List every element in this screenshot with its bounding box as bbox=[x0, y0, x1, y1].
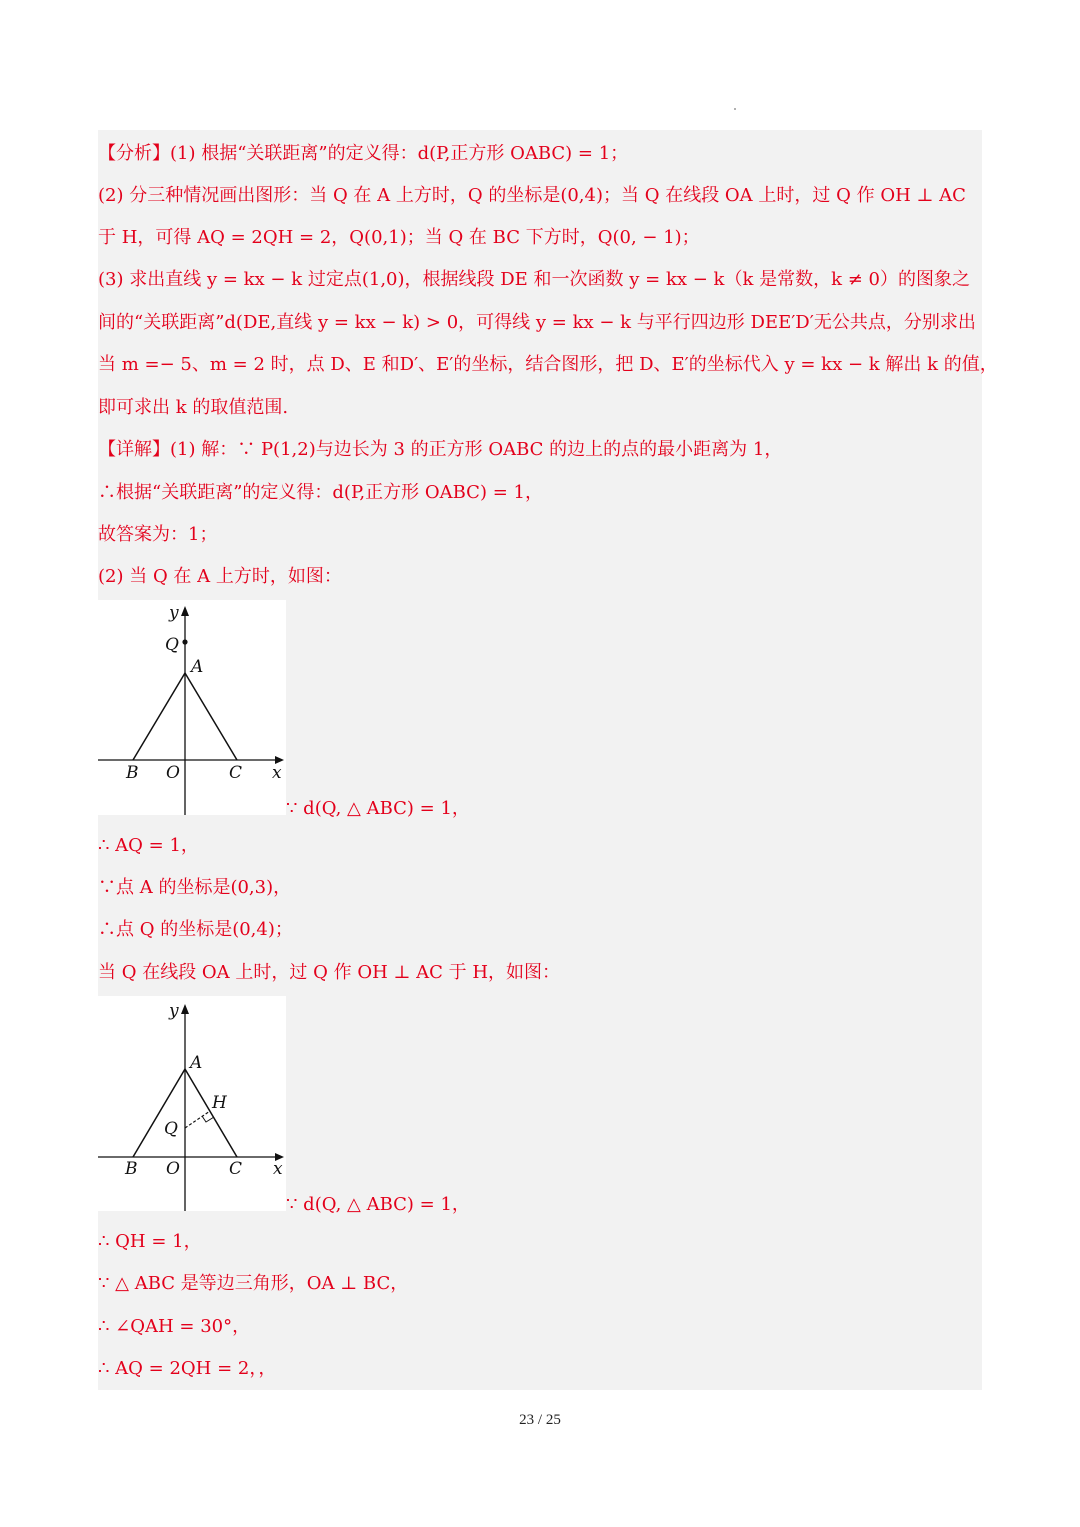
detail-line-3: 故答案为：1； bbox=[98, 524, 218, 545]
y-axis-arrow bbox=[181, 606, 189, 616]
y-axis-arrow bbox=[181, 1004, 189, 1014]
label-a: A bbox=[191, 657, 204, 677]
segment-qh bbox=[185, 1111, 210, 1128]
label-x: x bbox=[272, 763, 282, 783]
side-ab bbox=[133, 1069, 185, 1157]
side-ab bbox=[133, 673, 185, 760]
detail-line-12: ∴ AQ = 2QH = 2，， bbox=[98, 1358, 277, 1379]
analysis-line-4: (3) 求出直线 y = kx − k 过定点(1,0)，根据线段 DE 和一次函数 y = kx − k（k 是常数，k ≠ 0）的图象之 bbox=[98, 269, 970, 290]
label-y: y bbox=[169, 603, 179, 623]
fig2-caption: ∵ d(Q, △ ABC) = 1， bbox=[286, 1194, 470, 1215]
page-number: 23 / 25 bbox=[519, 1412, 561, 1428]
right-angle-mark bbox=[202, 1116, 214, 1122]
detail-line-5: ∴ AQ = 1， bbox=[98, 835, 199, 856]
analysis-line-3: 于 H，可得 AQ = 2QH = 2，Q(0,1)；当 Q 在 BC 下方时，Q(0, − 1)； bbox=[98, 227, 700, 248]
detail-line-7: ∴点 Q 的坐标是(0,4)； bbox=[98, 919, 293, 940]
figure-q-above-a-svg bbox=[98, 600, 286, 815]
detail-line-4: (2) 当 Q 在 A 上方时，如图： bbox=[98, 566, 342, 587]
label-h: H bbox=[212, 1093, 227, 1113]
detail-line-11: ∴ ∠QAH = 30°， bbox=[98, 1316, 251, 1337]
analysis-line-7: 即可求出 k 的取值范围. bbox=[98, 397, 289, 418]
figure-q-on-oa-svg bbox=[98, 996, 286, 1211]
side-ac bbox=[185, 1069, 237, 1157]
label-o: O bbox=[166, 763, 180, 783]
detail-line-8: 当 Q 在线段 OA 上时，过 Q 作 OH ⊥ AC 于 H，如图： bbox=[98, 962, 561, 983]
detail-line-9: ∴ QH = 1， bbox=[98, 1231, 202, 1252]
analysis-line-5: 间的“关联距离”d(DE,直线 y = kx − k) > 0，可得线 y = kx − k 与平行四边形 DEE′D′无公共点，分别求出 bbox=[98, 312, 976, 333]
detail-line-6: ∵点 A 的坐标是(0,3)， bbox=[98, 877, 292, 898]
analysis-line-1: 【分析】(1) 根据“关联距离”的定义得：d(P,正方形 OABC) = 1； bbox=[98, 143, 629, 164]
analysis-line-2: (2) 分三种情况画出图形：当 Q 在 A 上方时，Q 的坐标是(0,4)；当 Q 在线段 OA 上时，过 Q 作 OH ⊥ AC bbox=[98, 185, 966, 206]
point-q bbox=[182, 639, 187, 644]
fig1-caption: ∵ d(Q, △ ABC) = 1， bbox=[286, 798, 470, 819]
label-b: B bbox=[126, 763, 139, 783]
detail-line-2: ∴根据“关联距离”的定义得：d(P,正方形 OABC) = 1， bbox=[98, 482, 543, 503]
label-a: A bbox=[190, 1053, 203, 1073]
label-b: B bbox=[125, 1159, 138, 1179]
analysis-line-6: 当 m =− 5、m = 2 时，点 D、E 和D′、E′的坐标，结合图形，把 D、E′的坐标代入 y = kx − k 解出 k 的值， bbox=[98, 354, 998, 375]
label-y: y bbox=[169, 1001, 179, 1021]
figure-q-on-oa bbox=[98, 996, 286, 1211]
label-q: Q bbox=[165, 635, 179, 655]
label-o: O bbox=[166, 1159, 180, 1179]
side-ac bbox=[185, 673, 237, 760]
label-c: C bbox=[229, 1159, 243, 1179]
label-q: Q bbox=[164, 1119, 178, 1139]
header-dot bbox=[734, 108, 736, 110]
figure-q-above-a bbox=[98, 600, 286, 815]
detail-line-1: 【详解】(1) 解：∵ P(1,2)与边长为 3 的正方形 OABC 的边上的点的最小距离为 1， bbox=[98, 439, 783, 460]
label-c: C bbox=[229, 763, 243, 783]
label-x: x bbox=[273, 1159, 283, 1179]
detail-line-10: ∵ △ ABC 是等边三角形，OA ⊥ BC， bbox=[98, 1273, 409, 1294]
